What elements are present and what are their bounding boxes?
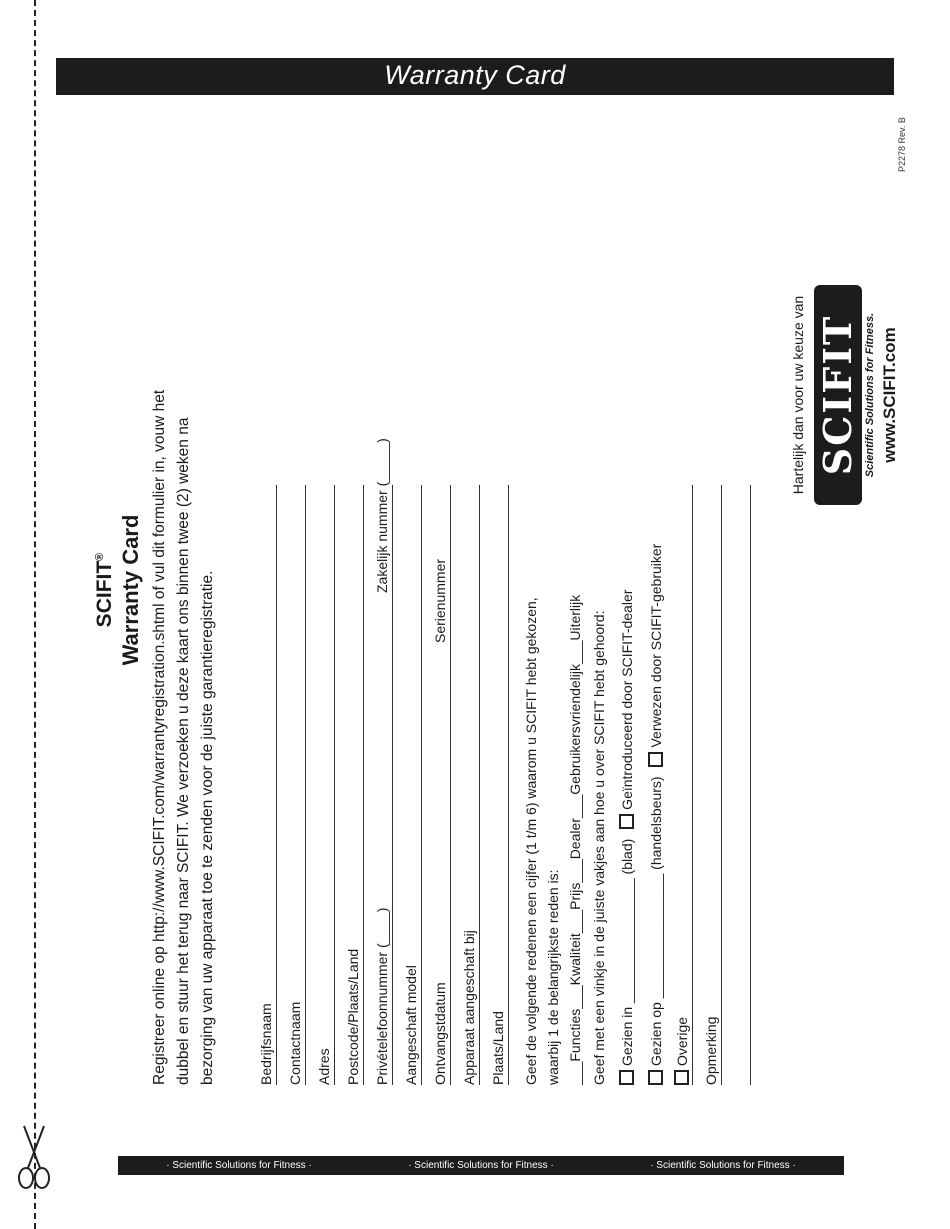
field-remark-extra-line[interactable] — [732, 285, 758, 1085]
business-phone-label: Zakelijk nummer (_____) — [374, 438, 390, 593]
reasons-options[interactable]: ___Functies___Kwaliteit___Prijs___Dealer___Gebruikersvriendelijk___Uiterlijk — [567, 594, 583, 1085]
heard-row-seen-at: Gezien op ________________ (handelsbeurs) Verwezen door SCIFIT-gebruiker — [645, 544, 667, 1085]
closing-block — [790, 245, 900, 545]
revision-code: P2278 Rev. B — [897, 117, 907, 172]
footer-slogan: · Scientific Solutions for Fitness · — [650, 1160, 796, 1171]
cut-line — [34, 0, 36, 1229]
field-place[interactable]: Plaats/Land — [490, 285, 516, 1085]
checkbox-seen-at[interactable] — [648, 1070, 663, 1085]
scifit-logo: SCIFIT — [814, 285, 862, 505]
field-other[interactable]: Overige — [674, 285, 700, 1085]
field-model[interactable]: Aangeschaft model — [403, 285, 429, 1085]
checkbox-other[interactable] — [674, 1070, 689, 1085]
card-subtitle: Warranty Card — [118, 514, 143, 666]
heard-row-seen-in: Gezien in ________________ (blad) Geïntroduceerd door SCIFIT-dealer — [616, 590, 638, 1085]
footer-slogan: · Scientific Solutions for Fitness · — [408, 1160, 554, 1171]
field-postcode[interactable]: Postcode/Plaats/Land — [345, 285, 371, 1085]
field-contact[interactable]: Contactnaam — [287, 285, 313, 1085]
intro-text: Registreer online op http://www.SCIFIT.com/warrantyregistration.shtml of vul dit formulier in, vouw het dubbel en stuur het terug naar SCIFIT. We verzoeken u deze kaart ons binnen twee (2) weken na bezorging van uw apparaat toe te zenden voor de juiste garantieregistratie. — [151, 389, 216, 1085]
scissors-icon — [14, 1122, 54, 1192]
warranty-card-form — [93, 95, 940, 1085]
field-company[interactable]: Bedrijfsnaam — [258, 285, 284, 1085]
field-address[interactable]: Adres — [316, 285, 342, 1085]
tagline: Scientific Solutions for Fitness. — [864, 312, 876, 478]
field-purchased-at[interactable]: Apparaat aangeschaft bij — [461, 285, 487, 1085]
checkbox-seen-in[interactable] — [619, 1070, 634, 1085]
field-remark[interactable]: Opmerking — [703, 285, 729, 1085]
footer-bar — [118, 1156, 844, 1175]
footer-slogan: · Scientific Solutions for Fitness · — [166, 1160, 312, 1171]
field-phone[interactable]: Privételefoonnummer (____) Zakelijk nummer (_____) — [374, 285, 400, 1085]
header-bar — [56, 58, 894, 95]
registered-mark: ® — [94, 552, 106, 561]
checkbox-dealer[interactable] — [619, 814, 634, 829]
field-received-date[interactable]: Ontvangstdatum Serienummer — [432, 285, 458, 1085]
website[interactable]: www.SCIFIT.com — [880, 327, 899, 463]
serial-number-label: Serienummer — [432, 558, 448, 643]
brand-name: SCIFIT® — [93, 552, 116, 628]
heard-section: Geef met een vinkje in de juiste vakjes aan hoe u over SCIFIT hebt gehoord: — [591, 610, 607, 1085]
reasons-section: Geef de volgende redenen een cijfer (1 t/m 6) waarom u SCIFIT hebt gekozen, waarbij 1 de belangrijkste reden is: ___Functies___Kwaliteit___Prijs___Dealer___Gebruikersvriendelijk___Uiterlijk — [520, 595, 586, 1085]
thanks-text: Hartelijk dan voor uw keuze van — [790, 295, 806, 495]
checkbox-referred[interactable] — [648, 752, 663, 767]
header-title: Warranty Card — [384, 60, 566, 90]
card-title-block — [88, 95, 145, 1085]
